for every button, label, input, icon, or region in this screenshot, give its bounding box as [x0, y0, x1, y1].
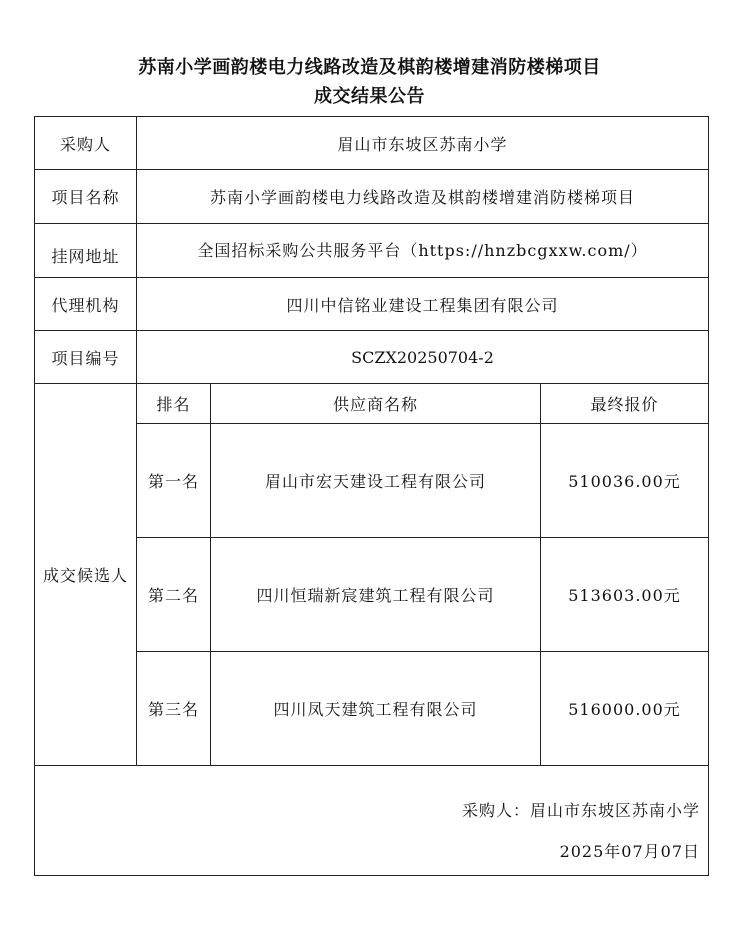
project-name-value: 苏南小学画韵楼电力线路改造及棋韵楼增建消防楼梯项目 [137, 170, 709, 224]
price-header: 最终报价 [541, 384, 709, 424]
agency-label: 代理机构 [35, 278, 137, 331]
candidate-supplier: 四川凤天建筑工程有限公司 [211, 652, 541, 766]
publish-site-row [35, 224, 709, 278]
announcement-title: 苏南小学画韵楼电力线路改造及棋韵楼增建消防楼梯项目 [138, 57, 601, 78]
candidate-row [35, 424, 709, 538]
project-no-row [35, 331, 709, 384]
candidate-supplier: 四川恒瑞新宸建筑工程有限公司 [211, 538, 541, 652]
agency-value: 四川中信铭业建设工程集团有限公司 [137, 278, 709, 331]
purchaser-label: 采购人 [35, 117, 137, 170]
footer-cell [35, 766, 709, 876]
candidate-price: 510036.00元 [541, 424, 709, 538]
purchaser-value: 眉山市东坡区苏南小学 [137, 117, 709, 170]
purchaser-row [35, 117, 709, 170]
rank-header: 排名 [137, 384, 211, 424]
project-name-row [35, 170, 709, 224]
candidate-supplier: 眉山市宏天建设工程有限公司 [211, 424, 541, 538]
project-no-value: SCZX20250704-2 [137, 331, 709, 384]
candidate-header-row [35, 384, 709, 424]
candidate-rank: 第三名 [137, 652, 211, 766]
project-name-label: 项目名称 [35, 170, 137, 224]
signature-line: 采购人：眉山市东坡区苏南小学 [462, 801, 701, 820]
project-no-label: 项目编号 [35, 331, 137, 384]
date-line: 2025年07月07日 [559, 842, 701, 861]
candidate-price: 513603.00元 [541, 538, 709, 652]
announcement-subtitle: 成交结果公告 [314, 86, 425, 107]
candidates-label: 成交候选人 [35, 384, 137, 766]
publish-site-label: 挂网地址 [35, 224, 137, 278]
candidate-price: 516000.00元 [541, 652, 709, 766]
agency-row [35, 278, 709, 331]
candidate-rank: 第二名 [137, 538, 211, 652]
supplier-header: 供应商名称 [211, 384, 541, 424]
candidate-row [35, 538, 709, 652]
candidate-row [35, 652, 709, 766]
candidate-rank: 第一名 [137, 424, 211, 538]
result-table [34, 116, 709, 876]
footer-row [35, 766, 709, 876]
publish-site-value: 全国招标采购公共服务平台（https://hnzbcgxxw.com/） [137, 224, 709, 278]
